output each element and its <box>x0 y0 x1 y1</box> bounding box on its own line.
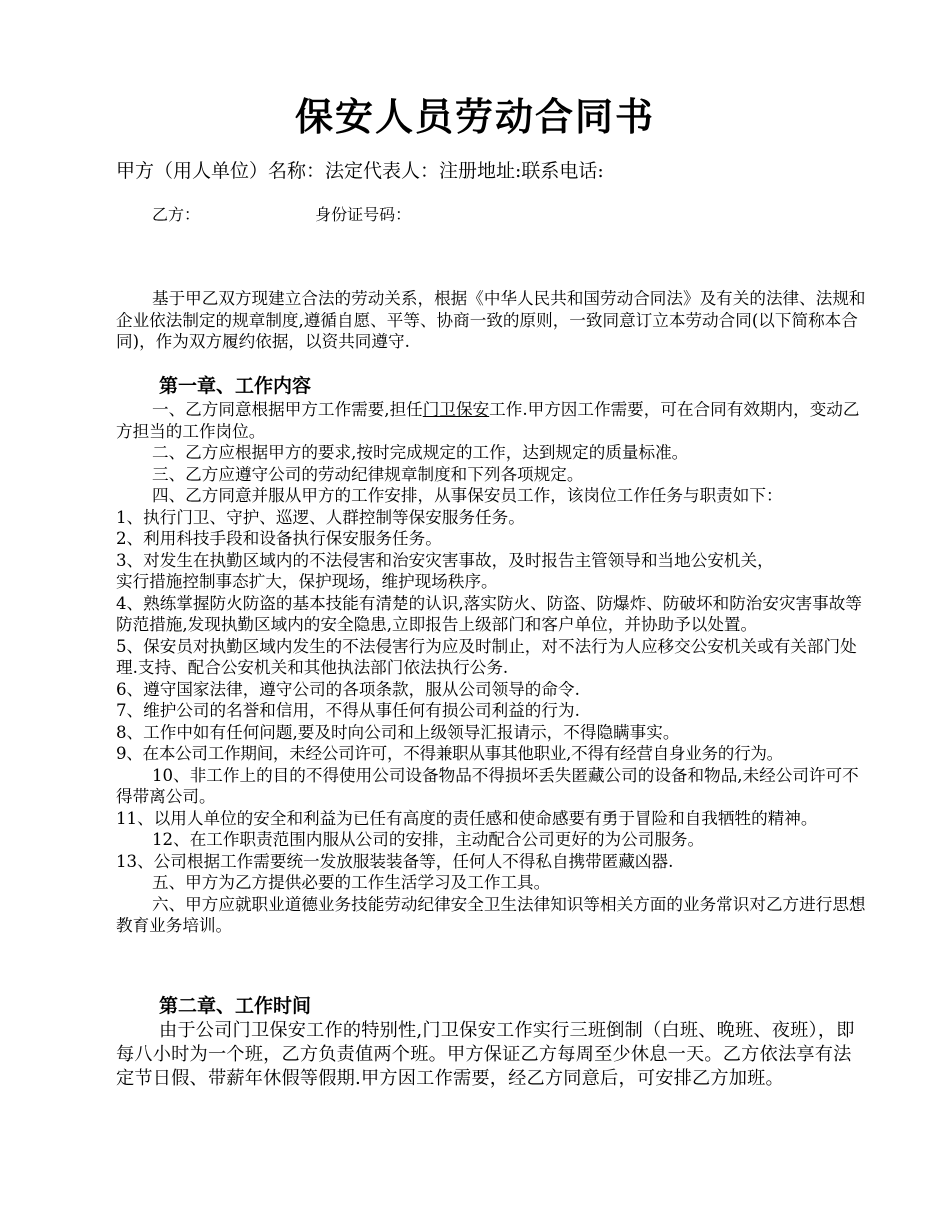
party-b-line <box>152 202 411 225</box>
duty-3a: 3、对发生在执勤区域内的不法侵害和治安灾害事故，及时报告主管领导和当地公安机关， <box>116 550 774 570</box>
party-b-label: 乙方： <box>152 205 201 224</box>
clause-4: 四、乙方同意并服从甲方的工作安排，从事保安员工作，该岗位工作任务与职责如下： <box>152 486 783 505</box>
intro-paragraph: 基于甲乙双方现建立合法的劳动关系，根据《中华人民共和国劳动合同法》及有关的法律、法规和企业依法制定的规章制度,遵循自愿、平等、协商一致的原则，一致同意订立本劳动合同(以下简称本合同)，作为双方履约依据，以资共同遵守. <box>116 289 866 351</box>
duty-4: 4、熟练掌握防火防盗的基本技能有清楚的认识,落实防火、防盗、防爆炸、防破坏和防治安灾害事故等防范措施,发现执勤区域内的安全隐患,立即报告上级部门和客户单位，并协助予以处置。 <box>116 593 862 634</box>
clause-1-text-a: 一、乙方同意根据甲方工作需要,担任 <box>152 400 423 419</box>
duty-1: 1、执行门卫、守护、巡逻、人群控制等保安服务任务。 <box>116 507 525 527</box>
duty-11: 11、以用人单位的安全和利益为已任有高度的责任感和使命感要有勇于冒险和自我牺牲的精神。 <box>116 808 818 828</box>
clause-5: 五、甲方为乙方提供必要的工作生活学习及工作工具。 <box>152 873 551 892</box>
duty-9: 9、在本公司工作期间，未经公司许可，不得兼职从事其他职业,不得有经营自身业务的行为。 <box>116 744 783 763</box>
duty-8: 8、工作中如有任何问题,要及时向公司和上级领导汇报请示，不得隐瞒事实。 <box>116 722 680 742</box>
clause-2: 二、乙方应根据甲方的要求,按时完成规定的工作，达到规定的质量标准。 <box>152 443 689 462</box>
clause-3: 三、乙方应遵守公司的劳动纪律规章制度和下列各项规定。 <box>152 464 584 484</box>
duty-6: 6、遵守国家法律，遵守公司的各项条款，服从公司领导的命令. <box>116 679 580 699</box>
chapter-2-paragraph: 由于公司门卫保安工作的特别性,门卫保安工作实行三班倒制（白班、晚班、夜班），即每八小时为一个班，乙方负责值两个班。甲方保证乙方每周至少休息一天。乙方依法享有法定节日假、带薪年休假等假期.甲方因工作需要，经乙方同意后，可安排乙方加班。 <box>116 1020 855 1089</box>
intro-section <box>116 288 866 353</box>
chapter-2-section <box>116 993 866 1091</box>
clause-6: 六、甲方应就职业道德业务技能劳动纪律安全卫生法律知识等相关方面的业务常识对乙方进行思想教育业务培训。 <box>116 894 866 935</box>
chapter-2-title: 第二章、工作时间 <box>159 995 312 1017</box>
duty-2: 2、利用科技手段和设备执行保安服务任务。 <box>116 529 442 548</box>
duty-7: 7、维护公司的名誉和信用，不得从事任何有损公司利益的行为. <box>116 701 580 720</box>
clause-1-text-b: 工作.甲方因工作需要，可在合同有效期内，变动乙方担当的工作岗位。 <box>116 400 860 441</box>
clause-1 <box>116 399 866 442</box>
duty-5: 5、保安员对执勤区域内发生的不法侵害行为应及时制止，对不法行为人应移交公安机关或有关部门处理.支持、配合公安机关和其他执法部门依法执行公务. <box>116 636 857 677</box>
document-title: 保安人员劳动合同书 <box>294 95 655 139</box>
id-number-label: 身份证号码： <box>315 205 412 224</box>
duty-10: 10、非工作上的目的不得使用公司设备物品不得损坏丢失匿藏公司的设备和物品,未经公司许可不得带离公司。 <box>116 765 859 806</box>
chapter-1-title: 第一章、工作内容 <box>159 375 312 397</box>
duty-13: 13、公司根据工作需要统一发放服装装备等，任何人不得私自携带匿藏凶器. <box>116 851 674 871</box>
duty-12: 12、在工作职责范围内服从公司的安排，主动配合公司更好的为公司服务。 <box>152 830 705 849</box>
clause-1-position: 门卫保安 <box>422 400 490 419</box>
duty-3b: 实行措施控制事态扩大，保护现场，维护现场秩序。 <box>116 572 498 591</box>
chapter-1-section <box>116 373 866 937</box>
party-a-line: 甲方（用人单位）名称：法定代表人：注册地址:联系电话: <box>116 160 604 182</box>
